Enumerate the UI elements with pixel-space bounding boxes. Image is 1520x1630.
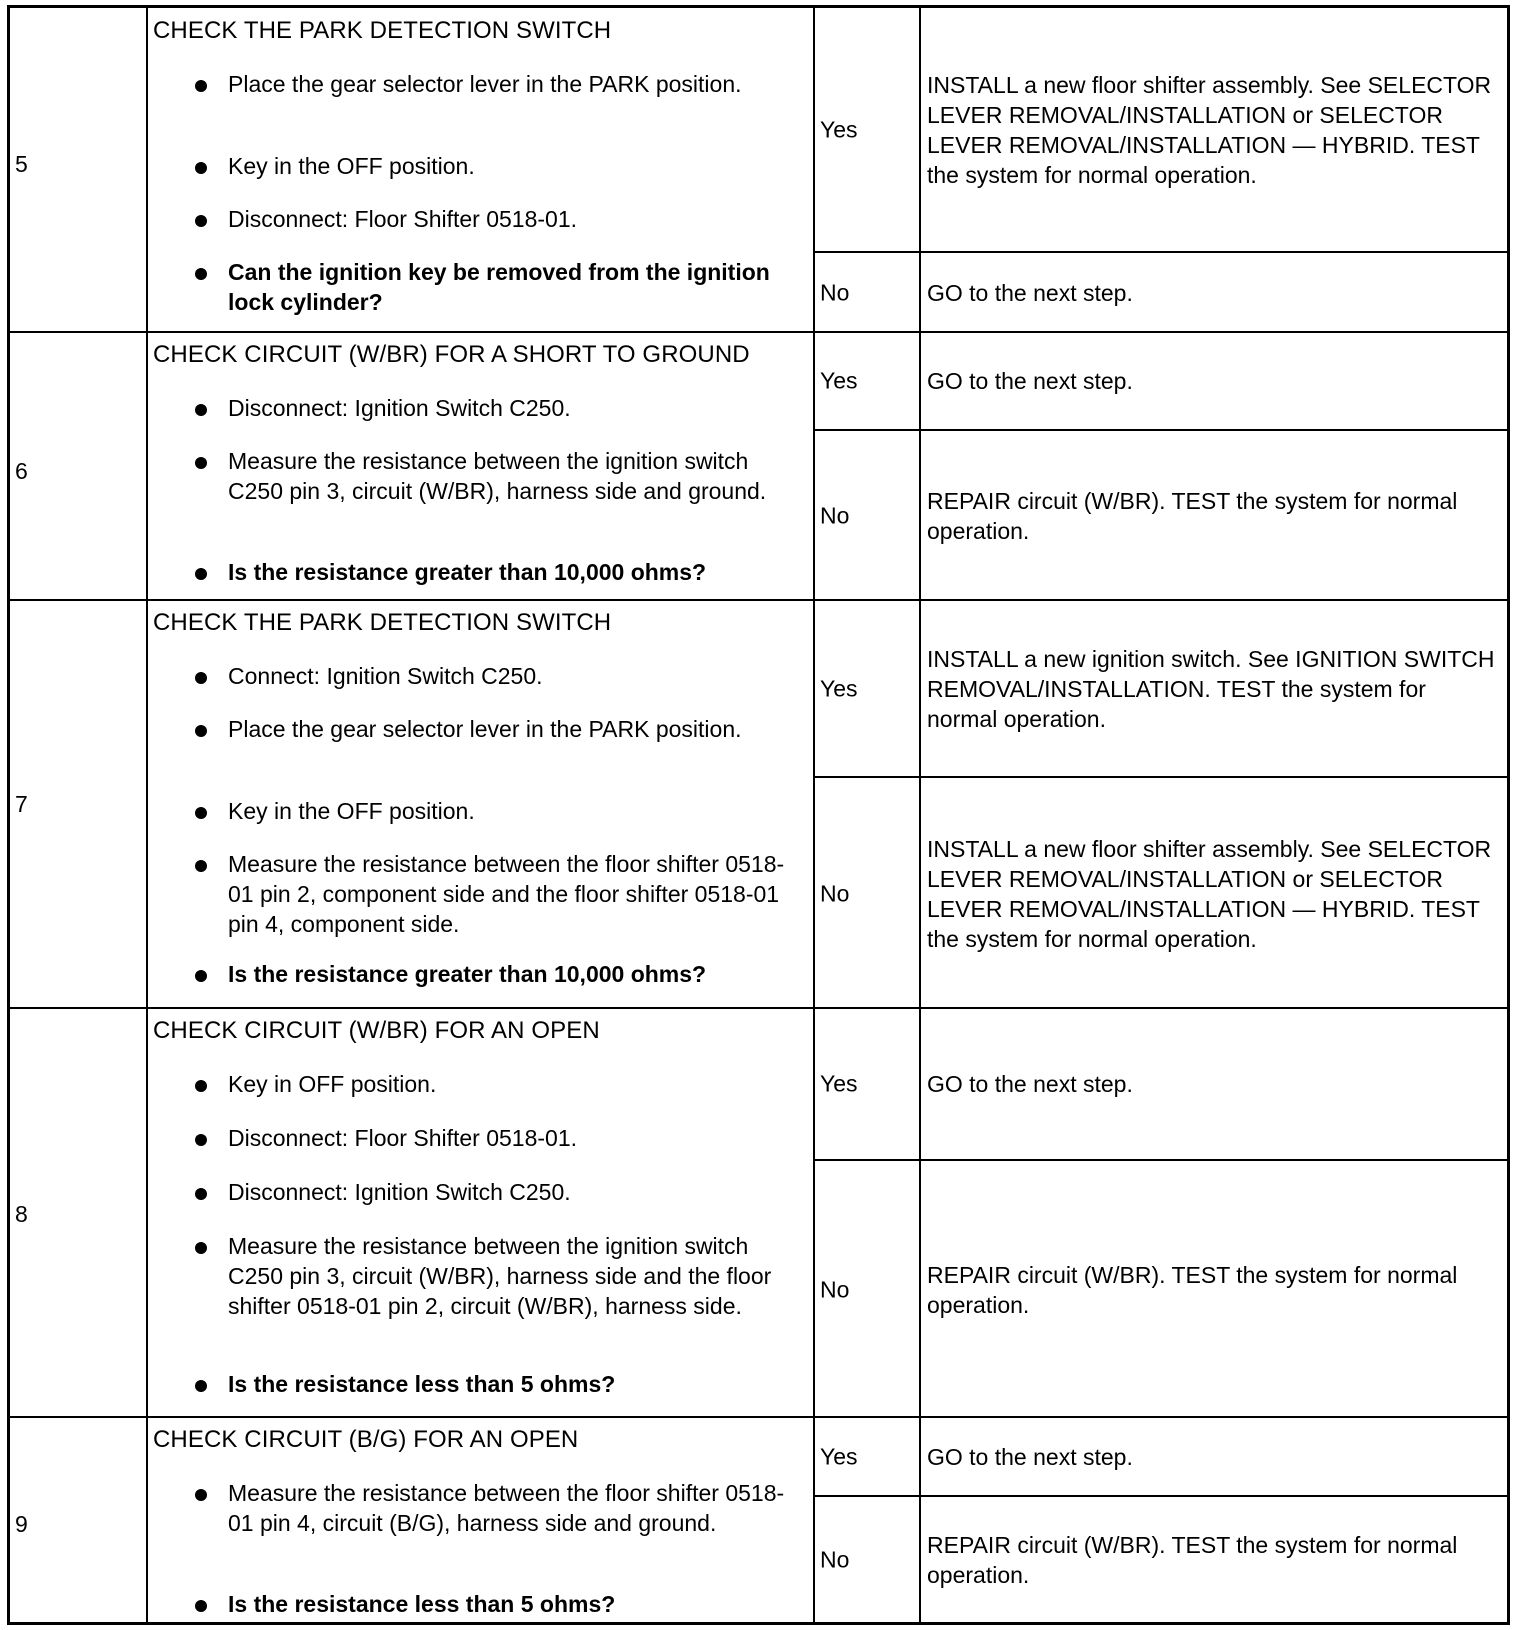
action-cell: [921, 778, 1507, 1009]
answer-label: Yes: [820, 1070, 858, 1097]
action-text: INSTALL a new ignition switch. See IGNITION SWITCH REMOVAL/INSTALLATION. TEST the system for normal operation.: [927, 645, 1495, 732]
step-bullet: Measure the resistance between the floor shifter 0518-01 pin 2, component side and the floor shifter 0518-01 pin 4, component side.: [228, 849, 798, 939]
step-title: CHECK THE PARK DETECTION SWITCH: [153, 17, 612, 44]
bullet-dot: [195, 1380, 207, 1392]
step-title: CHECK CIRCUIT (W/BR) FOR A SHORT TO GROUND: [153, 341, 750, 368]
bullet-dot: [195, 457, 207, 469]
step-bullet: Measure the resistance between the ignition switch C250 pin 3, circuit (W/BR), harness side and the floor shifter 0518-01 pin 2, circuit (W/BR), harness side.: [228, 1231, 798, 1321]
step-bullet: Place the gear selector lever in the PARK position.: [228, 69, 798, 99]
step-question: Is the resistance greater than 10,000 ohms?: [228, 959, 798, 989]
result-row-no: [815, 431, 1507, 601]
bullet-dot: [195, 1242, 207, 1254]
action-text: GO to the next step.: [927, 368, 1133, 394]
action-text: GO to the next step.: [927, 1443, 1133, 1470]
action-text: INSTALL a new floor shifter assembly. See SELECTOR LEVER REMOVAL/INSTALLATION or SELECTOR LEVER REMOVAL/INSTALLATION — HYBRID. TEST the system for normal operation.: [927, 71, 1492, 188]
step-bullet: Connect: Ignition Switch C250.: [228, 661, 798, 691]
bullet-dot: [195, 1489, 207, 1501]
step-number: 8: [15, 1201, 28, 1227]
answer-label: Yes: [820, 675, 858, 701]
result-row-yes: [815, 1418, 1507, 1497]
action-text: INSTALL a new floor shifter assembly. See SELECTOR LEVER REMOVAL/INSTALLATION or SELECTOR LEVER REMOVAL/INSTALLATION — HYBRID. TEST the system for normal operation.: [927, 835, 1492, 952]
step-bullet: Key in the OFF position.: [228, 151, 798, 181]
bullet-dot: [195, 215, 207, 227]
bullet-dot: [195, 162, 207, 174]
step-question: Is the resistance less than 5 ohms?: [228, 1589, 798, 1619]
step-title: CHECK CIRCUIT (W/BR) FOR AN OPEN: [153, 1017, 600, 1044]
answer-label: No: [820, 1546, 850, 1572]
result-row-no: [815, 1497, 1507, 1622]
step-bullet: Disconnect: Floor Shifter 0518-01.: [228, 204, 798, 234]
step-number: 6: [15, 458, 28, 484]
bullet-dot: [195, 725, 207, 737]
answer-cell: [815, 778, 921, 1009]
answer-cell: [815, 601, 921, 776]
step-number: 7: [15, 791, 28, 817]
answer-cell: [815, 253, 921, 333]
pinpoint-test-table: [7, 5, 1510, 1625]
action-cell: [921, 1009, 1507, 1159]
step-number-cell: [10, 1418, 148, 1622]
answer-label: No: [820, 880, 850, 906]
step-bullet: Key in OFF position.: [228, 1069, 798, 1099]
step-number-cell: [10, 333, 148, 599]
bullet-dot: [195, 672, 207, 684]
step-question: Is the resistance greater than 10,000 ohms?: [228, 557, 798, 587]
step-bullet: Disconnect: Ignition Switch C250.: [228, 1177, 798, 1207]
step-number-cell: [10, 8, 148, 331]
answer-cell: [815, 1009, 921, 1159]
step-title: CHECK THE PARK DETECTION SWITCH: [153, 609, 612, 636]
answer-cell: [815, 1418, 921, 1495]
result-row-yes: [815, 601, 1507, 778]
action-cell: [921, 601, 1507, 776]
result-row-yes: [815, 8, 1507, 253]
answer-cell: [815, 8, 921, 251]
result-row-yes: [815, 1009, 1507, 1161]
step-title: CHECK CIRCUIT (B/G) FOR AN OPEN: [153, 1426, 579, 1453]
bullet-dot: [195, 268, 207, 280]
step-description-cell: [148, 333, 815, 599]
bullet-dot: [195, 1134, 207, 1146]
action-cell: [921, 1418, 1507, 1495]
step-description-cell: [148, 1009, 815, 1416]
answer-label: No: [820, 279, 850, 306]
bullet-dot: [195, 807, 207, 819]
step-row: [10, 601, 1507, 1009]
step-bullet: Disconnect: Ignition Switch C250.: [228, 393, 798, 423]
action-cell: [921, 253, 1507, 333]
bullet-dot: [195, 1188, 207, 1200]
step-row: [10, 8, 1507, 333]
step-row: [10, 1418, 1507, 1622]
step-number: 9: [15, 1511, 28, 1537]
action-cell: [921, 431, 1507, 601]
answer-label: No: [820, 502, 850, 529]
step-bullet: Disconnect: Floor Shifter 0518-01.: [228, 1123, 798, 1153]
step-row: [10, 333, 1507, 601]
result-row-no: [815, 778, 1507, 1009]
step-question: Can the ignition key be removed from the ignition lock cylinder?: [228, 257, 798, 317]
bullet-dot: [195, 80, 207, 92]
action-text: REPAIR circuit (W/BR). TEST the system for normal operation.: [927, 1261, 1458, 1318]
action-cell: [921, 1497, 1507, 1622]
answer-cell: [815, 1161, 921, 1418]
result-row-no: [815, 1161, 1507, 1418]
step-description-cell: [148, 601, 815, 1007]
result-row-no: [815, 253, 1507, 333]
step-row: [10, 1009, 1507, 1418]
result-row-yes: [815, 333, 1507, 431]
bullet-dot: [195, 860, 207, 872]
answer-cell: [815, 431, 921, 601]
action-text: REPAIR circuit (W/BR). TEST the system for normal operation.: [927, 1531, 1458, 1588]
step-bullet: Measure the resistance between the ignition switch C250 pin 3, circuit (W/BR), harness side and ground.: [228, 446, 798, 506]
bullet-dot: [195, 568, 207, 580]
answer-label: Yes: [820, 116, 858, 142]
action-text: GO to the next step.: [927, 1071, 1133, 1097]
action-cell: [921, 1161, 1507, 1418]
step-number-cell: [10, 601, 148, 1007]
action-text: REPAIR circuit (W/BR). TEST the system for normal operation.: [927, 488, 1458, 544]
action-text: GO to the next step.: [927, 280, 1133, 306]
answer-label: Yes: [820, 367, 858, 394]
answer-label: Yes: [820, 1443, 858, 1469]
step-bullet: Place the gear selector lever in the PARK position.: [228, 714, 798, 744]
step-bullet: Measure the resistance between the floor shifter 0518-01 pin 4, circuit (B/G), harness side and ground.: [228, 1478, 798, 1538]
step-bullet: Key in the OFF position.: [228, 796, 798, 826]
step-question: Is the resistance less than 5 ohms?: [228, 1369, 798, 1399]
bullet-dot: [195, 970, 207, 982]
action-cell: [921, 333, 1507, 429]
action-cell: [921, 8, 1507, 251]
answer-cell: [815, 1497, 921, 1622]
answer-label: No: [820, 1276, 850, 1302]
step-number: 5: [15, 151, 28, 177]
bullet-dot: [195, 404, 207, 416]
step-number-cell: [10, 1009, 148, 1416]
bullet-dot: [195, 1600, 207, 1612]
answer-cell: [815, 333, 921, 429]
step-description-cell: [148, 8, 815, 331]
step-description-cell: [148, 1418, 815, 1622]
bullet-dot: [195, 1080, 207, 1092]
